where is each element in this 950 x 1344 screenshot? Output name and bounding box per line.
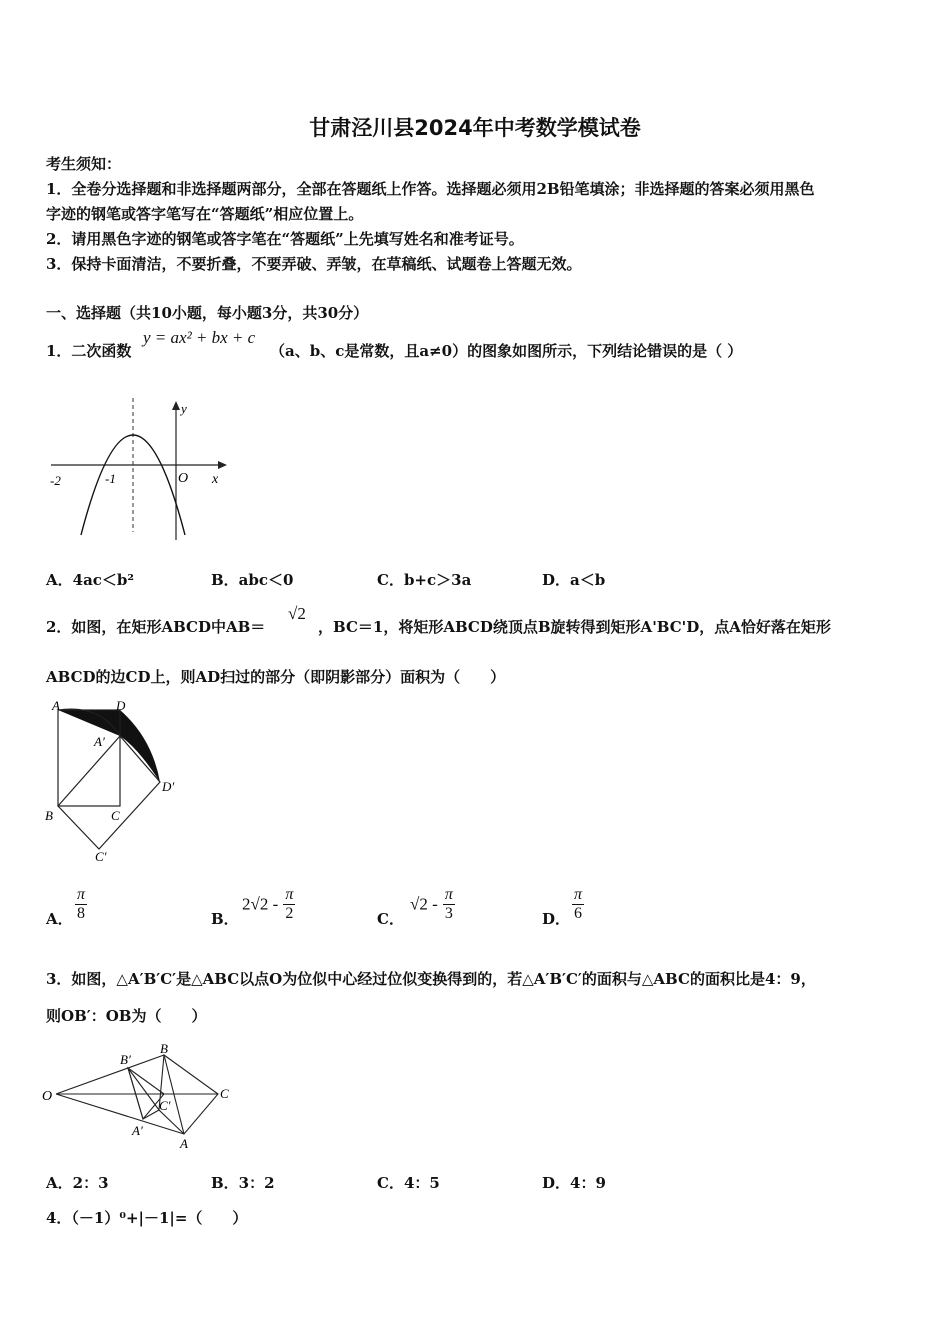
section-heading-choice: 一、选择题（共10小题，每小题3分，共30分） xyxy=(46,304,369,322)
q3-option-c[interactable]: C．4：5 xyxy=(377,1174,440,1192)
q3-option-a[interactable]: A．2：3 xyxy=(46,1174,109,1192)
label-b: B xyxy=(45,808,53,823)
q1-formula: y = ax² + bx + c xyxy=(143,328,256,347)
q3-option-d[interactable]: D．4：9 xyxy=(542,1174,606,1192)
expression-prefix: √2 - xyxy=(410,894,438,914)
q2-option-a-label[interactable]: A． xyxy=(46,910,73,928)
fraction-denominator: 2 xyxy=(285,905,294,922)
label-b: B xyxy=(160,1041,168,1056)
x-axis-arrow xyxy=(218,461,227,469)
q2-option-d-label[interactable]: D． xyxy=(542,910,571,928)
line-ob xyxy=(56,1055,164,1094)
q3-option-b[interactable]: B．3：2 xyxy=(211,1174,275,1192)
q2-prefix: 2．如图，在矩形ABCD中AB＝ xyxy=(46,618,266,636)
q3-homothety-figure xyxy=(40,1038,240,1153)
q2-option-d-fraction xyxy=(572,886,584,923)
page-title: 甘肃泾川县2024年中考数学模试卷 xyxy=(309,116,641,140)
notice-item-3: 3．保持卡面清洁，不要折叠，不要弄破、弄皱，在草稿纸、试题卷上答题无效。 xyxy=(46,255,582,273)
q3-line-1: 3．如图，△A′B′C′是△ABC以点O为位似中心经过位似变换得到的，若△A′B′C′的面积与△ABC的面积比是4：9， xyxy=(46,970,816,988)
label-a: A xyxy=(180,1136,188,1151)
origin-label: O xyxy=(178,471,189,486)
notice-item-1-line-1: 1．全卷分选择题和非选择题两部分，全部在答题纸上作答。选择题必须用2B铅笔填涂；非选择题的答案必须用黑色 xyxy=(46,180,815,198)
label-a-prime: A′ xyxy=(132,1123,143,1138)
q4-question: 4．（－1）⁰+|－1|=（ ） xyxy=(46,1209,248,1227)
q1-option-a[interactable]: A．4ac＜b² xyxy=(46,571,134,589)
q1-option-d[interactable]: D．a＜b xyxy=(542,571,606,589)
label-c: C xyxy=(111,808,120,823)
tick-label-neg2: -2 xyxy=(50,473,61,488)
label-c-prime: C′ xyxy=(159,1098,171,1113)
q2-option-a-fraction xyxy=(75,886,87,923)
fraction-denominator: 8 xyxy=(77,905,85,922)
q2-rectangle-figure xyxy=(40,698,190,868)
y-axis-arrow xyxy=(172,401,180,410)
label-o: O xyxy=(42,1089,53,1104)
q2-line-2: ABCD的边CD上，则AD扫过的部分（即阴影部分）面积为（ ） xyxy=(46,668,506,686)
q2-option-b-expression xyxy=(242,886,295,923)
q1-prefix: 1．二次函数 xyxy=(46,342,132,360)
q2-ab-value: √2 xyxy=(288,604,306,623)
fraction-numerator: π xyxy=(444,886,453,903)
label-b-prime: B′ xyxy=(120,1052,131,1067)
label-c-prime: C′ xyxy=(95,849,107,864)
notice-heading: 考生须知： xyxy=(46,155,122,173)
fraction-denominator: 6 xyxy=(574,905,582,922)
label-d: D xyxy=(116,698,126,713)
segment-a-prime-c-prime xyxy=(143,1110,159,1119)
tick-label-neg1: -1 xyxy=(105,471,116,486)
q1-option-b[interactable]: B．abc＜0 xyxy=(211,571,294,589)
fraction-numerator: π xyxy=(574,886,583,903)
q1-option-c[interactable]: C．b+c＞3a xyxy=(377,571,472,589)
fraction-denominator: 3 xyxy=(444,905,453,922)
label-a: A xyxy=(52,698,60,713)
expression-prefix: 2√2 - xyxy=(242,894,279,914)
label-d-prime: D′ xyxy=(162,779,175,794)
label-c: C xyxy=(220,1086,229,1101)
label-a-prime: A′ xyxy=(94,734,105,749)
x-axis-label: x xyxy=(212,472,219,487)
q1-suffix: （a、b、c是常数，且a≠0）的图象如图所示，下列结论错误的是（ ） xyxy=(270,342,743,360)
notice-item-1-line-2: 字迹的钢笔或答字笔写在“答题纸”相应位置上。 xyxy=(46,205,364,223)
swept-shaded-region xyxy=(58,710,160,782)
y-axis-label: y xyxy=(181,401,187,416)
fraction-numerator: π xyxy=(77,886,86,903)
q2-suffix: ，BC＝1，将矩形ABCD绕顶点B旋转得到矩形A'BC'D，点A恰好落在矩形 xyxy=(318,618,831,636)
segment-b-prime-c-prime xyxy=(128,1068,159,1110)
notice-item-2: 2．请用黑色字迹的钢笔或答字笔在“答题纸”上先填写姓名和准考证号。 xyxy=(46,230,524,248)
q1-parabola-graph xyxy=(45,390,235,550)
q2-option-c-label[interactable]: C． xyxy=(377,910,404,928)
q2-option-b-label[interactable]: B． xyxy=(211,910,239,928)
q3-line-2: 则OB′：OB为（ ） xyxy=(46,1007,207,1025)
fraction-numerator: π xyxy=(285,886,294,903)
q2-option-c-expression xyxy=(410,886,455,923)
